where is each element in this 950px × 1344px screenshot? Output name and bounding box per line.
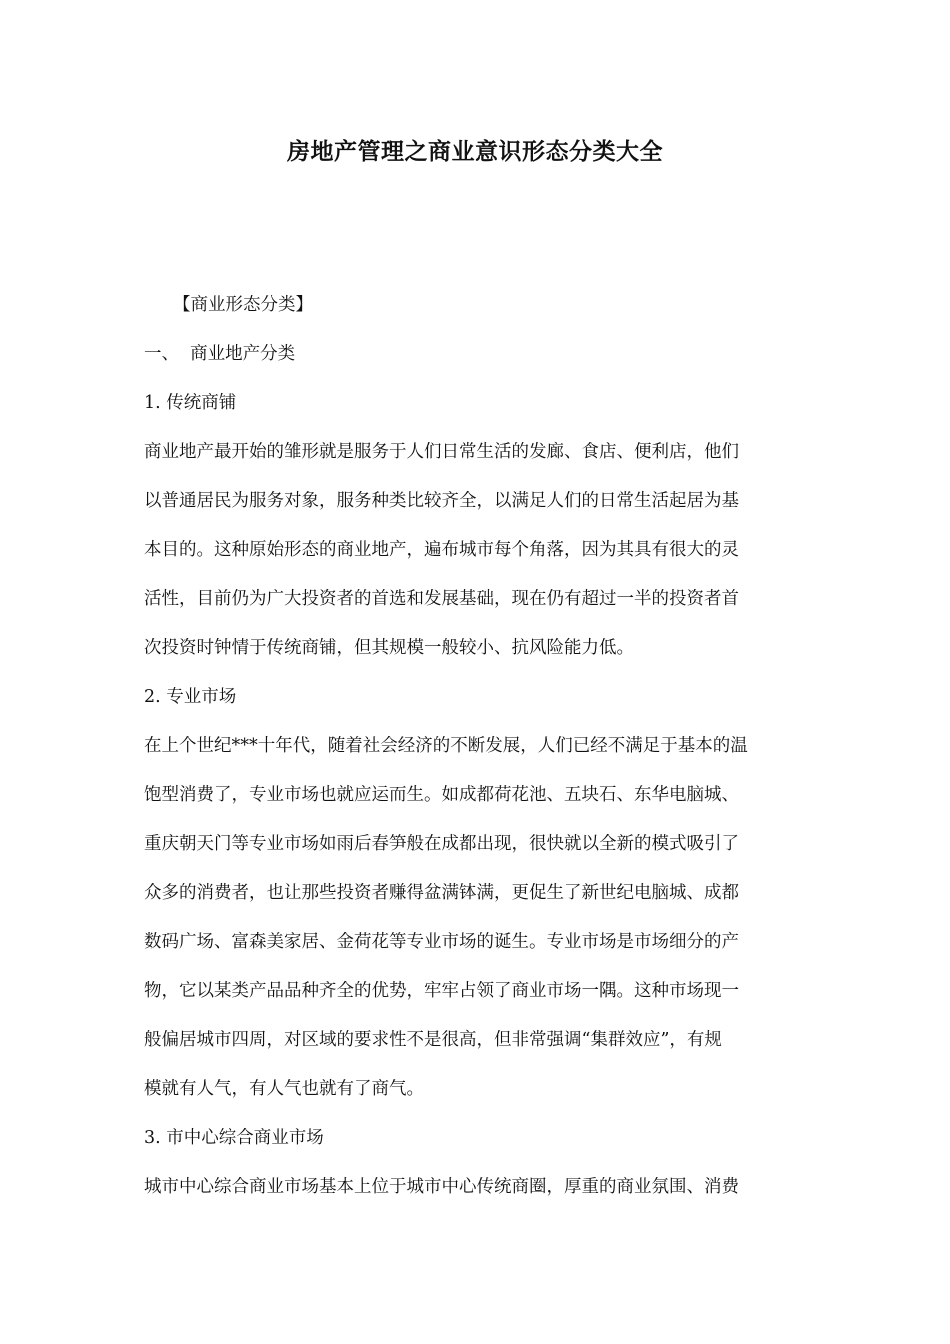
paragraph-line: 城市中心综合商业市场基本上位于城市中心传统商圈，厚重的商业氛围、消费 (144, 1177, 739, 1197)
paragraph-line: 重庆朝天门等专业市场如雨后春笋般在成都出现，很快就以全新的模式吸引了 (144, 834, 739, 854)
paragraph-line: 模就有人气，有人气也就有了商气。 (144, 1079, 424, 1099)
document-title: 房地产管理之商业意识形态分类大全 (287, 138, 663, 165)
document-body (144, 281, 812, 1212)
paragraph-line: 在上个世纪***十年代，随着社会经济的不断发展，人们已经不满足于基本的温 (144, 736, 748, 756)
heading-1: 一、 商业地产分类 (144, 344, 296, 364)
subheading-traditional-shops: 1. 传统商铺 (144, 393, 237, 413)
paragraph-line: 活性，目前仍为广大投资者的首选和发展基础，现在仍有超过一半的投资者首 (144, 589, 739, 609)
paragraph-line: 数码广场、富森美家居、金荷花等专业市场的诞生。专业市场是市场细分的产 (144, 932, 739, 952)
paragraph-line: 饱型消费了，专业市场也就应运而生。如成都荷花池、五块石、东华电脑城、 (144, 785, 739, 805)
paragraph-line: 以普通居民为服务对象，服务种类比较齐全，以满足人们的日常生活起居为基 (144, 491, 739, 511)
paragraph-line: 物，它以某类产品品种齐全的优势，牢牢占领了商业市场一隅。这种市场现一 (144, 981, 739, 1001)
paragraph-city-center-market (144, 1163, 812, 1212)
paragraph-specialty-market (144, 722, 812, 1114)
section-label: 【商业形态分类】 (173, 295, 313, 315)
paragraph-line: 众多的消费者，也让那些投资者赚得盆满钵满，更促生了新世纪电脑城、成都 (144, 883, 739, 903)
paragraph-line: 本目的。这种原始形态的商业地产，遍布城市每个角落，因为其具有很大的灵 (144, 540, 739, 560)
paragraph-line: 般偏居城市四周，对区域的要求性不是很高，但非常强调“集群效应”，有规 (144, 1030, 722, 1050)
subheading-specialty-market: 2. 专业市场 (144, 687, 237, 707)
paragraph-line: 商业地产最开始的雏形就是服务于人们日常生活的发廊、食店、便利店，他们 (144, 442, 739, 462)
paragraph-traditional-shops (144, 428, 812, 673)
subheading-city-center-market: 3. 市中心综合商业市场 (144, 1128, 324, 1148)
paragraph-line: 次投资时钟情于传统商铺，但其规模一般较小、抗风险能力低。 (144, 638, 634, 658)
